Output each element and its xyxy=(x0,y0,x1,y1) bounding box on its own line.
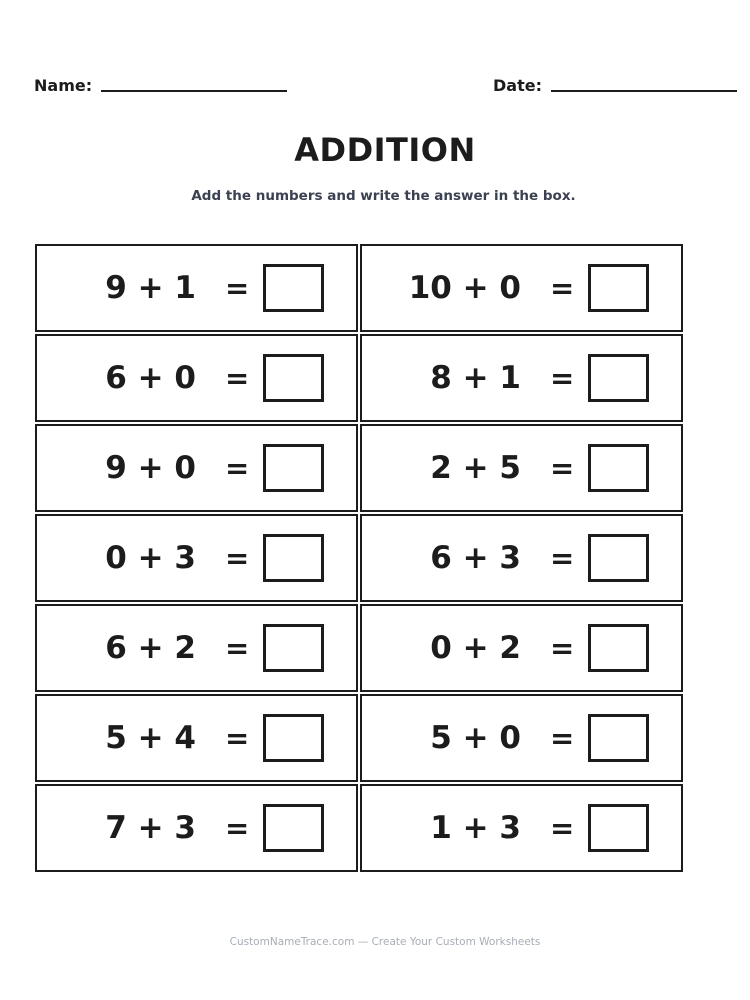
problem-expression: 2 + 5 xyxy=(430,450,521,486)
problem-expression: 6 + 3 xyxy=(430,540,521,576)
problem-cell xyxy=(360,604,683,692)
name-write-line[interactable] xyxy=(101,90,287,92)
answer-box[interactable] xyxy=(263,804,324,852)
problem-expression: 8 + 1 xyxy=(430,360,521,396)
name-field[interactable] xyxy=(34,74,92,98)
answer-box[interactable] xyxy=(588,714,649,762)
problem-cell xyxy=(360,334,683,422)
problem-expression: 1 + 3 xyxy=(430,810,521,846)
problem-expression: 10 + 0 xyxy=(408,270,521,306)
date-label: Date: xyxy=(493,76,542,95)
answer-box[interactable] xyxy=(588,534,649,582)
answer-box[interactable] xyxy=(263,264,324,312)
equals-sign: = xyxy=(225,721,250,755)
answer-box[interactable] xyxy=(588,804,649,852)
answer-box[interactable] xyxy=(263,714,324,762)
date-write-line[interactable] xyxy=(551,90,737,92)
problem-grid xyxy=(35,244,683,876)
answer-box[interactable] xyxy=(263,354,324,402)
problem-cell xyxy=(360,784,683,872)
problem-cell xyxy=(35,694,358,782)
worksheet-title: ADDITION xyxy=(294,131,476,169)
answer-box[interactable] xyxy=(588,354,649,402)
problem-expression: 5 + 0 xyxy=(430,720,521,756)
equals-sign: = xyxy=(225,811,250,845)
problem-cell xyxy=(360,514,683,602)
problem-cell xyxy=(35,424,358,512)
equals-sign: = xyxy=(550,451,575,485)
equals-sign: = xyxy=(225,271,250,305)
answer-box[interactable] xyxy=(263,624,324,672)
worksheet-header xyxy=(34,74,738,98)
answer-box[interactable] xyxy=(588,444,649,492)
equals-sign: = xyxy=(550,541,575,575)
equals-sign: = xyxy=(550,811,575,845)
problem-cell xyxy=(35,244,358,332)
answer-box[interactable] xyxy=(263,444,324,492)
equals-sign: = xyxy=(225,451,250,485)
instructions-text: Add the numbers and write the answer in the box. xyxy=(191,188,576,204)
problem-cell xyxy=(360,244,683,332)
equals-sign: = xyxy=(550,361,575,395)
problem-expression: 5 + 4 xyxy=(105,720,196,756)
problem-cell xyxy=(35,604,358,692)
problem-expression: 6 + 0 xyxy=(105,360,196,396)
problem-expression: 9 + 0 xyxy=(105,450,196,486)
equals-sign: = xyxy=(550,631,575,665)
problem-cell xyxy=(35,334,358,422)
equals-sign: = xyxy=(225,361,250,395)
problem-expression: 9 + 1 xyxy=(105,270,196,306)
equals-sign: = xyxy=(225,541,250,575)
name-label: Name: xyxy=(34,76,93,95)
equals-sign: = xyxy=(550,271,575,305)
footer-credit: CustomNameTrace.com — Create Your Custom Worksheets xyxy=(229,936,541,948)
problem-cell xyxy=(35,784,358,872)
date-field[interactable] xyxy=(493,74,542,98)
problem-expression: 6 + 2 xyxy=(105,630,196,666)
problem-expression: 0 + 3 xyxy=(105,540,196,576)
problem-cell xyxy=(360,424,683,512)
answer-box[interactable] xyxy=(588,624,649,672)
problem-expression: 0 + 2 xyxy=(430,630,521,666)
equals-sign: = xyxy=(225,631,250,665)
equals-sign: = xyxy=(550,721,575,755)
problem-cell xyxy=(35,514,358,602)
problem-cell xyxy=(360,694,683,782)
answer-box[interactable] xyxy=(588,264,649,312)
problem-expression: 7 + 3 xyxy=(105,810,196,846)
answer-box[interactable] xyxy=(263,534,324,582)
